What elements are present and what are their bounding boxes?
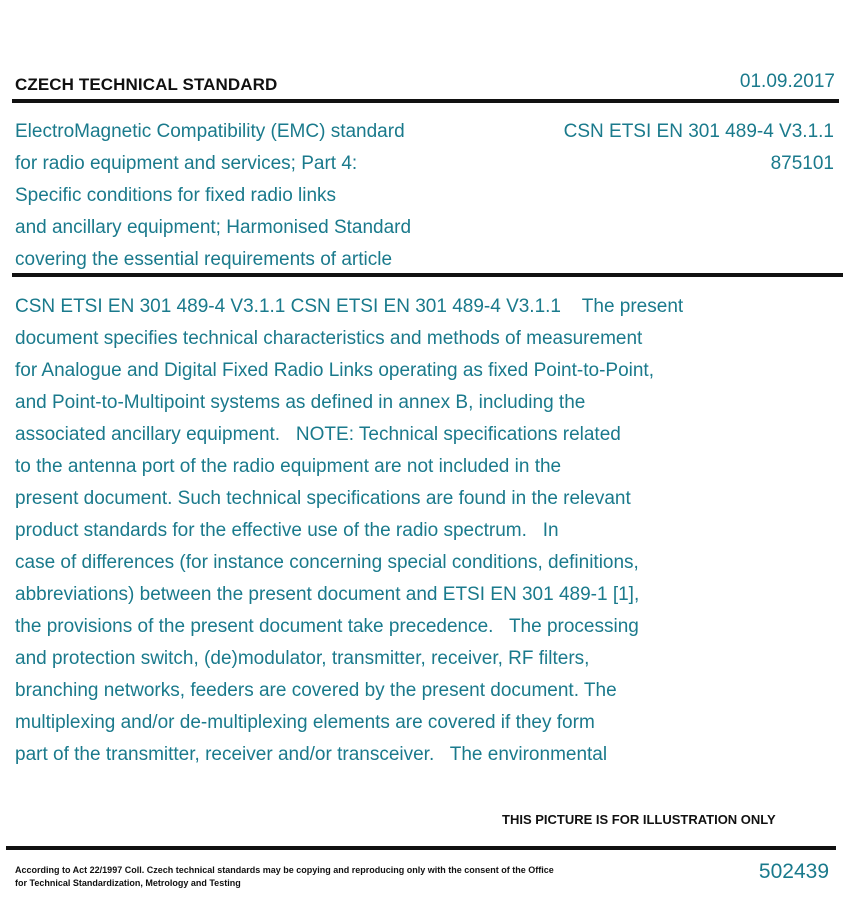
abstract-line: present document. Such technical specifications are found in the relevant [15, 488, 631, 509]
legal-notice-line: for Technical Standardization, Metrology and Testing [15, 878, 241, 888]
top-divider [12, 99, 839, 103]
legal-notice [15, 864, 615, 890]
publication-date: 01.09.2017 [739, 71, 835, 92]
illustration-disclaimer: THIS PICTURE IS FOR ILLUSTRATION ONLY [502, 812, 776, 827]
standard-code: CSN ETSI EN 301 489-4 V3.1.1 [563, 121, 834, 142]
abstract-line: branching networks, feeders are covered by the present document. The [15, 680, 617, 701]
title-line: Specific conditions for fixed radio links [15, 185, 337, 206]
abstract-line: document specifies technical characteristics and methods of measurement [15, 328, 643, 349]
abstract-line: product standards for the effective use of the radio spectrum. In [15, 520, 559, 541]
abstract-line: for Analogue and Digital Fixed Radio Links operating as fixed Point-to-Point, [15, 360, 654, 381]
document-id: 502439 [758, 860, 829, 883]
abstract-line: case of differences (for instance concerning special conditions, definitions, [15, 552, 639, 573]
title-line: covering the essential requirements of article [15, 249, 393, 270]
abstract-line: and protection switch, (de)modulator, transmitter, receiver, RF filters, [15, 648, 590, 669]
class-number: 875101 [770, 153, 834, 174]
abstract-line: and Point-to-Multipoint systems as defined in annex B, including the [15, 392, 586, 413]
legal-notice-line: According to Act 22/1997 Coll. Czech technical standards may be copying and reproducing only with the consent of the Office [15, 865, 554, 875]
abstract-line: CSN ETSI EN 301 489-4 V3.1.1 CSN ETSI EN 301 489-4 V3.1.1 The present [15, 296, 684, 317]
bottom-divider [6, 846, 836, 850]
standard-abstract [15, 291, 815, 771]
title-line: ElectroMagnetic Compatibility (EMC) standard [15, 121, 405, 142]
abstract-line: the provisions of the present document take precedence. The processing [15, 616, 639, 637]
middle-divider [12, 273, 843, 277]
abstract-line: multiplexing and/or de-multiplexing elements are covered if they form [15, 712, 595, 733]
abstract-line: part of the transmitter, receiver and/or transceiver. The environmental [15, 744, 608, 765]
abstract-line: abbreviations) between the present document and ETSI EN 301 489-1 [1], [15, 584, 640, 605]
standard-type-label: CZECH TECHNICAL STANDARD [15, 75, 278, 94]
abstract-line: to the antenna port of the radio equipment are not included in the [15, 456, 562, 477]
title-line: and ancillary equipment; Harmonised Standard [15, 217, 412, 238]
title-line: for radio equipment and services; Part 4: [15, 153, 358, 174]
standard-identifiers [564, 116, 834, 180]
standard-title [15, 116, 495, 276]
abstract-line: associated ancillary equipment. NOTE: Technical specifications related [15, 424, 621, 445]
